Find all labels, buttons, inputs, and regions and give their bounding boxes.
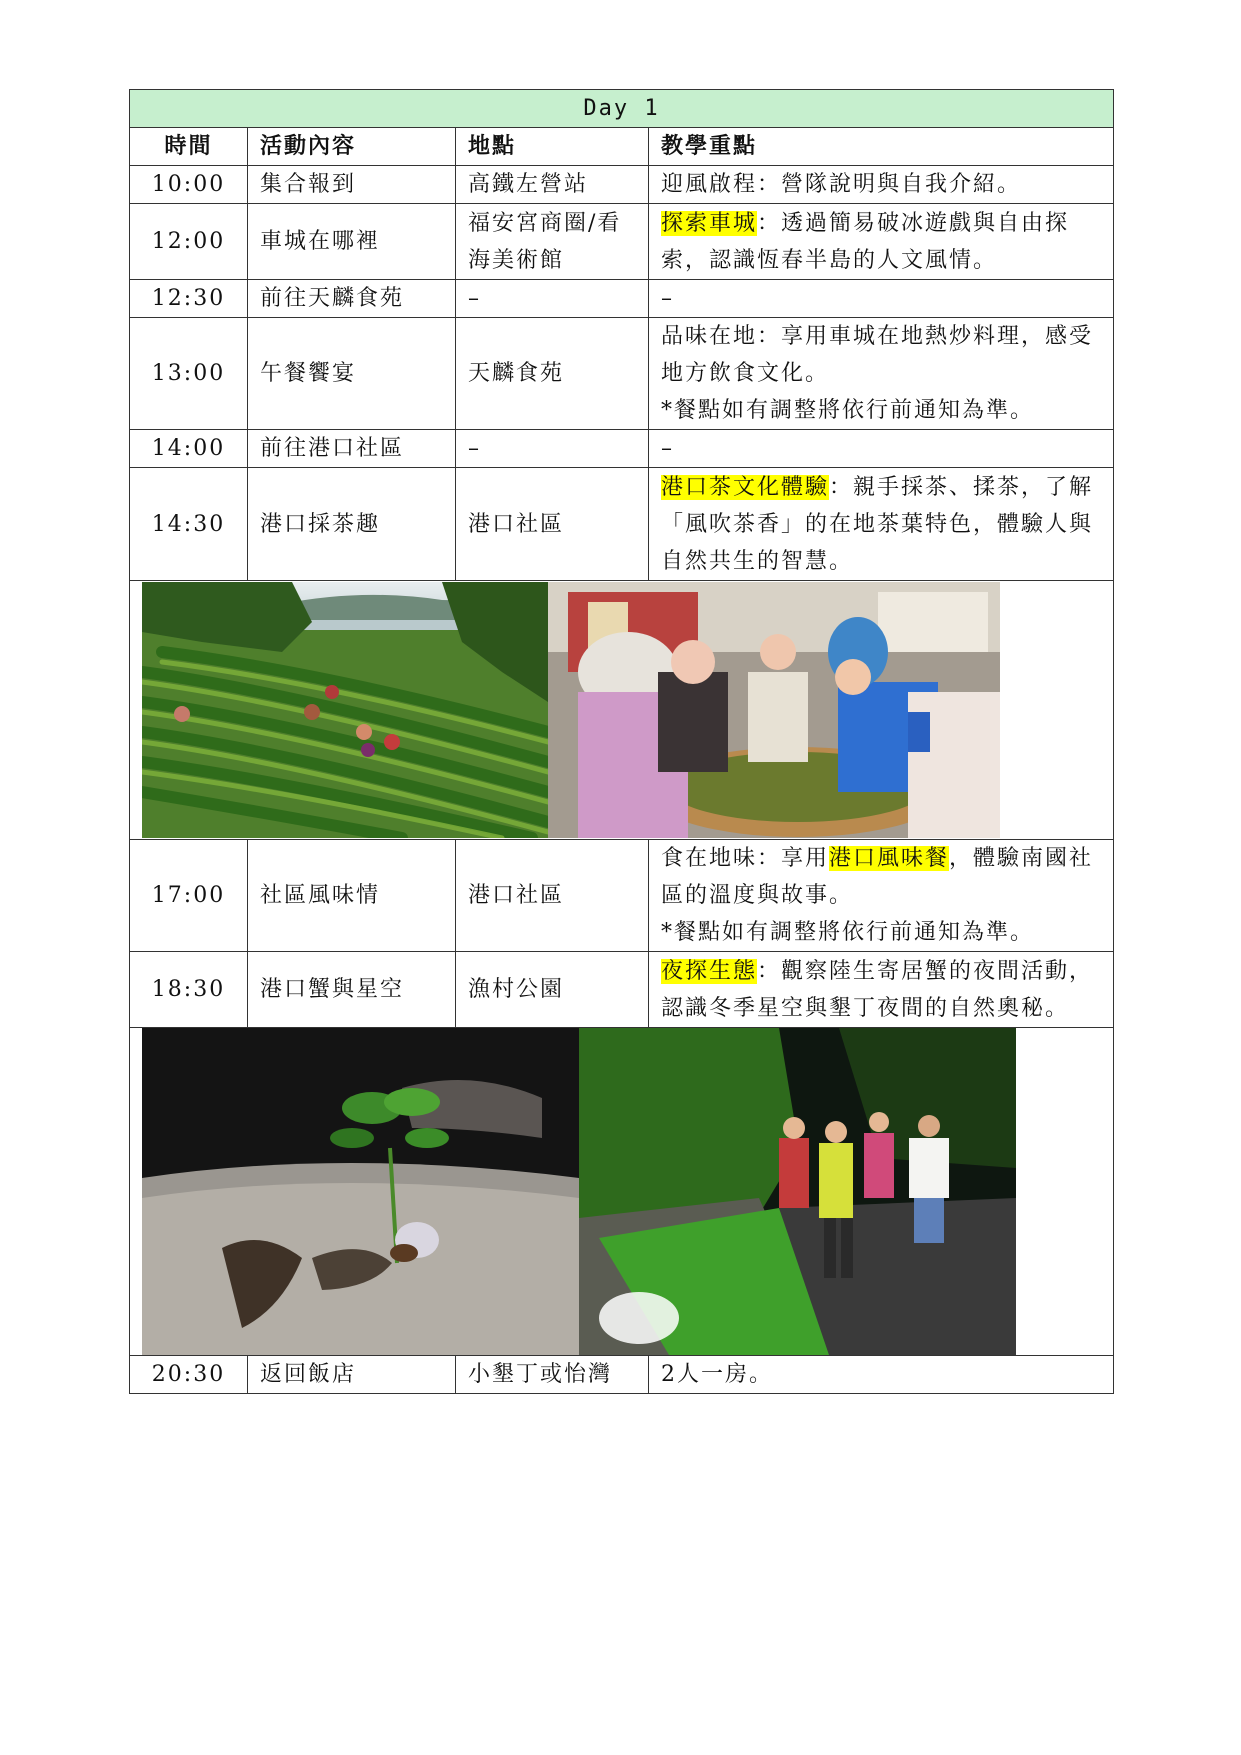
row-time: 17:00: [130, 840, 248, 952]
schedule-row: [130, 318, 1114, 430]
header-activity: 活動內容: [248, 128, 456, 166]
row-activity: 社區風味情: [248, 840, 456, 952]
row-focus: [649, 952, 1114, 1028]
focus-post: ：親手採茶、揉茶，了解「風吹茶香」的在地茶葉特色，體驗人與自然共生的智慧。: [661, 474, 1094, 574]
row-focus: [649, 840, 1114, 952]
header-location: 地點: [456, 128, 649, 166]
row-time: 13:00: [130, 318, 248, 430]
row-activity: 集合報到: [248, 166, 456, 204]
row-focus: [649, 1356, 1114, 1394]
row-time: 10:00: [130, 166, 248, 204]
row-activity: 前往天麟食苑: [248, 280, 456, 318]
day1-schedule-table: [129, 89, 1114, 1394]
tea-plantation-photo: [142, 582, 548, 838]
schedule-row: [130, 1356, 1114, 1394]
header-time: 時間: [130, 128, 248, 166]
tea-rolling-photo: [548, 582, 1000, 838]
row-focus: [649, 318, 1114, 430]
row-focus: [649, 280, 1114, 318]
row-location: –: [456, 280, 649, 318]
row-focus: [649, 204, 1114, 280]
focus-post: ，體驗南國社區的溫度與故事。: [661, 846, 1094, 908]
focus-post: 迎風啟程：營隊說明與自我介紹。: [661, 172, 1022, 197]
focus-post: 2人一房。: [661, 1362, 773, 1387]
focus-post: –: [661, 286, 674, 311]
header-focus: 教學重點: [649, 128, 1114, 166]
row-location: 港口社區: [456, 840, 649, 952]
header-row: [130, 128, 1114, 166]
row-focus: [649, 468, 1114, 581]
schedule-row: [130, 952, 1114, 1028]
schedule-row: [130, 430, 1114, 468]
schedule-row: [130, 840, 1114, 952]
row-location: 港口社區: [456, 468, 649, 581]
focus-post: –: [661, 436, 674, 461]
row-location: 福安宮商圈/看海美術館: [456, 204, 649, 280]
focus-note: *餐點如有調整將依行前通知為準。: [661, 920, 1035, 945]
row-time: 20:30: [130, 1356, 248, 1394]
row-time: 14:00: [130, 430, 248, 468]
schedule-row: [130, 204, 1114, 280]
row-activity: 車城在哪裡: [248, 204, 456, 280]
row-activity: 港口採茶趣: [248, 468, 456, 581]
photo-cell: [130, 1028, 1114, 1356]
row-activity: 返回飯店: [248, 1356, 456, 1394]
row-location: 漁村公園: [456, 952, 649, 1028]
focus-post: 品味在地：享用車城在地熱炒料理，感受地方飲食文化。: [661, 324, 1094, 386]
row-location: 小墾丁或怡灣: [456, 1356, 649, 1394]
row-activity: 前往港口社區: [248, 430, 456, 468]
row-activity: 港口蟹與星空: [248, 952, 456, 1028]
focus-highlight: 港口風味餐: [829, 846, 950, 871]
row-focus: [649, 430, 1114, 468]
row-time: 12:00: [130, 204, 248, 280]
focus-highlight: 港口茶文化體驗: [661, 474, 830, 500]
focus-post: ：透過簡易破冰遊戲與自由探索，認識恆春半島的人文風情。: [661, 210, 1070, 273]
row-focus: [649, 166, 1114, 204]
focus-post: ：觀察陸生寄居蟹的夜間活動，認識冬季星空與墾丁夜間的自然奧秘。: [661, 958, 1094, 1021]
row-location: –: [456, 430, 649, 468]
row-activity: 午餐饗宴: [248, 318, 456, 430]
hermit-crab-photo: [142, 1028, 579, 1355]
focus-highlight: 夜探生態: [661, 958, 758, 984]
focus-note: *餐點如有調整將依行前通知為準。: [661, 398, 1035, 423]
schedule-row: [130, 280, 1114, 318]
night-ecology-tour-photo: [579, 1028, 1016, 1355]
photo-row: [130, 581, 1114, 840]
schedule-row: [130, 166, 1114, 204]
photo-row: [130, 1028, 1114, 1356]
row-location: 天麟食苑: [456, 318, 649, 430]
row-time: 12:30: [130, 280, 248, 318]
row-time: 18:30: [130, 952, 248, 1028]
photo-cell: [130, 581, 1114, 840]
focus-highlight: 探索車城: [661, 210, 758, 236]
row-time: 14:30: [130, 468, 248, 581]
focus-pre: 食在地味：享用: [661, 846, 830, 871]
schedule-row: [130, 468, 1114, 581]
row-location: 高鐵左營站: [456, 166, 649, 204]
day-title: Day 1: [130, 90, 1114, 128]
